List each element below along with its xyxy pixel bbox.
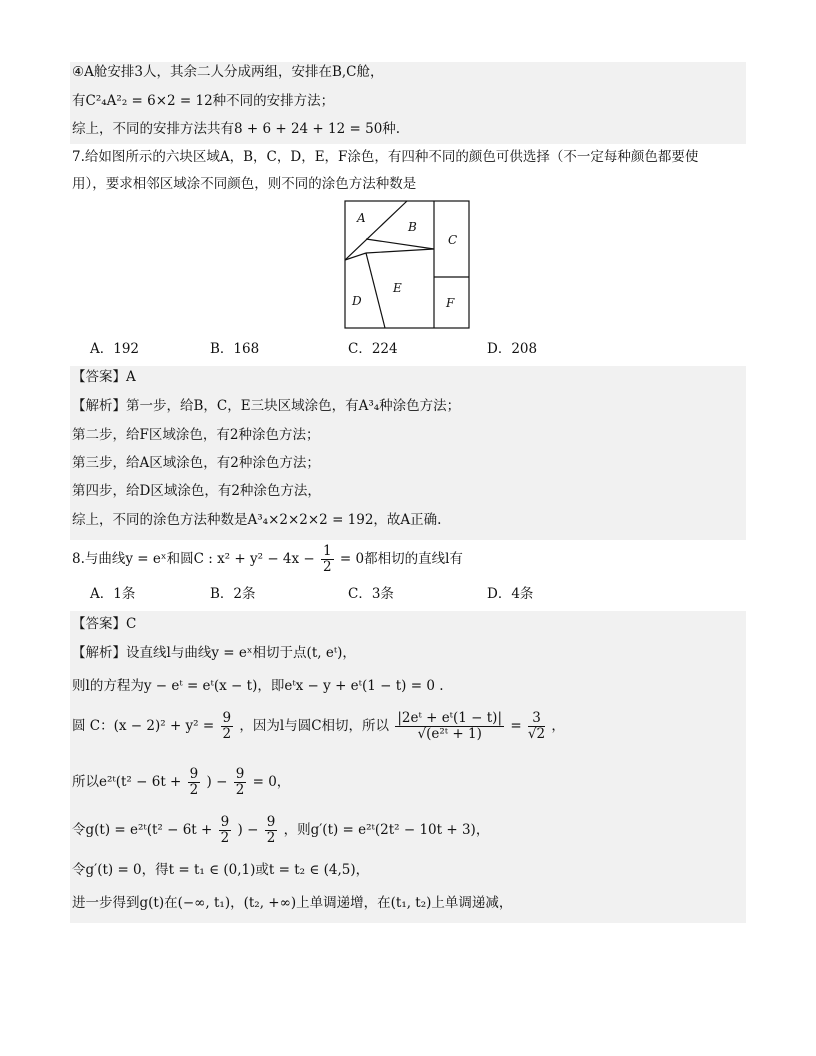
q8-analysis-2: 则l的方程为y − eᵗ = eᵗ(x − t)，即eᵗx − y + eᵗ(1 − t) = 0 .	[72, 678, 444, 694]
q8-l4-frac-b	[234, 767, 247, 798]
q8-l5-frac-b	[265, 815, 278, 846]
q8-l3-frac-nine-two	[221, 711, 234, 742]
frac-den: 2	[235, 782, 245, 798]
q7-option-b: B．168	[210, 341, 260, 357]
frac-num: 9	[220, 814, 230, 830]
q8-l3-end: ，	[551, 718, 565, 734]
frac-den: 2	[266, 830, 276, 846]
q8-analysis-1: 【解析】设直线l与曲线y = eˣ相切于点(t, eᵗ)，	[72, 645, 356, 661]
region-label-c: C	[448, 233, 458, 247]
divider-ab	[366, 239, 434, 249]
q8-analysis-5	[72, 813, 489, 847]
region-label-e: E	[393, 281, 402, 295]
six-region-diagram	[344, 200, 472, 330]
q8-stem-frac-den: 2	[323, 559, 332, 575]
q8-option-c: C．3条	[348, 586, 394, 602]
q8-l5-mid: ) −	[237, 822, 259, 838]
q8-analysis-6: 令g′(t) = 0，得t = t₁ ∈ (0,1)或t = t₂ ∈ (4,5)，	[72, 862, 370, 878]
q7-analysis-1: 【解析】第一步，给B，C，E三块区域涂色，有A³₄种涂色方法；	[72, 398, 461, 414]
q8-l5-frac-a	[219, 815, 232, 846]
q8-analysis-7: 进一步得到g(t)在(−∞, t₁)，(t₂, +∞)上单调递增，在(t₁, t₂)上单调递减，	[72, 895, 513, 911]
q7-analysis-4: 第四步，给D区域涂色，有2种涂色方法，	[72, 483, 321, 499]
q8-l5-pre: 令g(t) = e²ᵗ(t² − 6t +	[72, 822, 213, 838]
frac-den: 2	[189, 782, 199, 798]
q8-stem-fraction	[321, 544, 334, 575]
q8-l3-radius-frac	[528, 711, 545, 742]
prev-summary: 综上，不同的安排方法共有8 + 6 + 24 + 12 = 50种.	[72, 121, 401, 137]
region-label-b: B	[408, 220, 417, 234]
q8-option-a: A．1条	[90, 586, 136, 602]
q8-stem-post: = 0都相切的直线l有	[339, 551, 463, 567]
q8-answer: 【答案】C	[72, 616, 137, 632]
q8-stem-pre: 8.与曲线y = eˣ和圆C : x² + y² − 4x −	[72, 551, 315, 567]
q8-l3-distance-frac	[395, 711, 504, 742]
q7-option-c: C．224	[348, 341, 398, 357]
q8-stem-frac-num: 1	[323, 543, 332, 559]
region-label-f: F	[446, 296, 455, 310]
q8-l4-post: ) −	[206, 774, 228, 790]
q7-answer: 【答案】A	[72, 369, 136, 385]
q8-analysis-4	[72, 765, 290, 799]
q7-option-d: D．208	[487, 341, 538, 357]
q7-analysis-2: 第二步，给F区域涂色，有2种涂色方法；	[72, 427, 320, 443]
q8-l3-mid: ，因为l与圆C相切，所以	[239, 718, 390, 734]
frac-den: 2	[222, 726, 232, 742]
q8-l4-pre: 所以e²ᵗ(t² − 6t +	[72, 774, 182, 790]
frac-num: 9	[235, 766, 245, 782]
divider-de	[366, 253, 385, 328]
frac-num: |2eᵗ + eᵗ(1 − t)|	[397, 710, 503, 726]
frac-num: 9	[266, 814, 276, 830]
q7-stem-line2: 用），要求相邻区域涂不同颜色，则不同的涂色方法种数是	[72, 176, 417, 192]
frac-num: 9	[189, 766, 199, 782]
region-label-d: D	[352, 294, 362, 308]
q7-stem-line1: 7.给如图所示的六块区域A，B，C，D，E，F涂色，有四种不同的颜色可供选择（不一定每种颜色都要使	[72, 149, 699, 165]
frac-den: √2	[527, 726, 546, 742]
frac-num: 9	[222, 710, 232, 726]
q7-analysis-3: 第三步，给A区域涂色，有2种涂色方法；	[72, 455, 320, 471]
frac-den: 2	[220, 830, 230, 846]
prev-case4: ④A舱安排3人，其余二人分成两组，安排在B,C舱，	[72, 64, 384, 80]
divider-be	[366, 249, 434, 253]
frac-den: √(e²ᵗ + 1)	[417, 726, 482, 742]
q8-analysis-3	[72, 708, 565, 744]
region-label-a: A	[357, 211, 366, 225]
q7-option-a: A．192	[90, 341, 140, 357]
q8-l5-post: ，则g′(t) = e²ᵗ(2t² − 10t + 3)，	[283, 822, 490, 838]
q8-l3-eq: =	[510, 718, 522, 734]
q8-stem	[72, 544, 463, 575]
q8-l4-end: = 0，	[252, 774, 291, 790]
prev-case4-calc: 有C²₄A²₂ = 6×2 = 12种不同的安排方法；	[72, 93, 335, 109]
q8-l3-pre: 圆 C：(x − 2)² + y² =	[72, 718, 215, 734]
q7-analysis-5: 综上，不同的涂色方法种数是A³₄×2×2×2 = 192，故A正确.	[72, 512, 442, 528]
q8-option-b: B．2条	[210, 586, 256, 602]
q8-l4-frac-a	[188, 767, 201, 798]
q8-option-d: D．4条	[487, 586, 534, 602]
frac-num: 3	[528, 711, 545, 727]
